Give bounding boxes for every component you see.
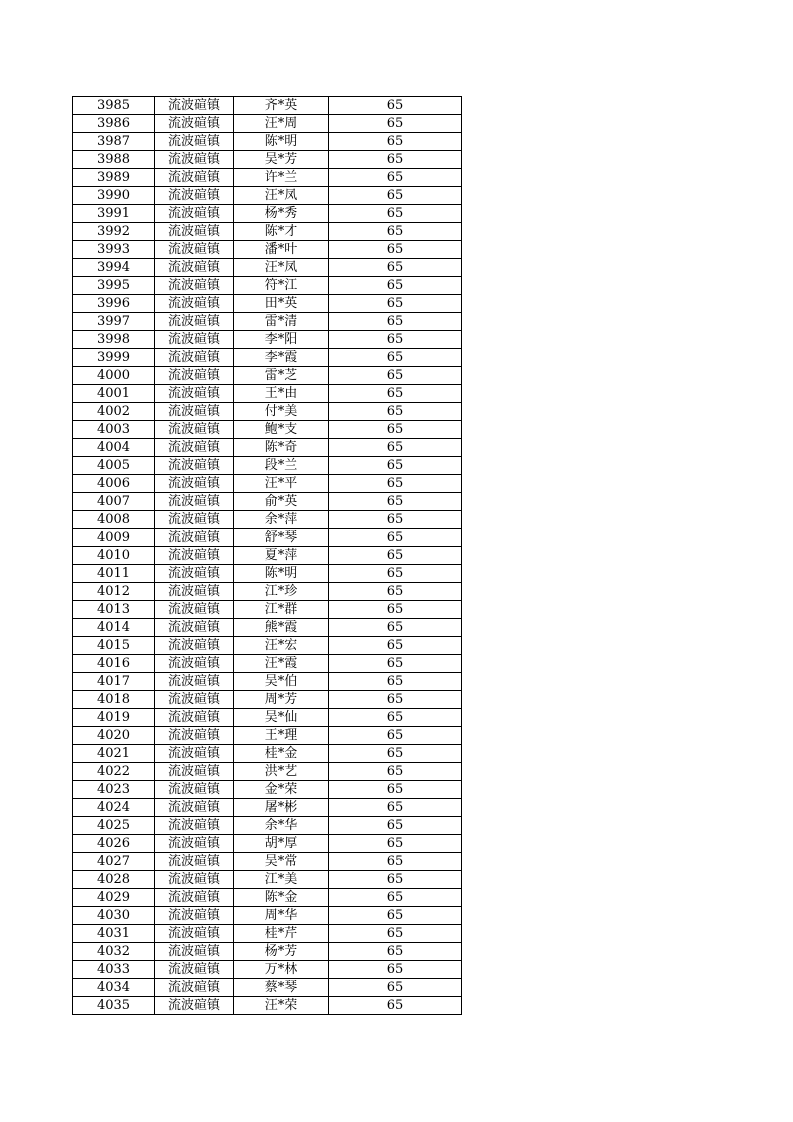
row-number-cell: 4018: [73, 691, 155, 709]
name-cell: 汪*荣: [234, 997, 329, 1015]
town-cell: 流波碹镇: [155, 367, 234, 385]
row-number-cell: 4008: [73, 511, 155, 529]
table-row: [73, 835, 462, 853]
name-cell: 江*美: [234, 871, 329, 889]
row-number-cell: 3987: [73, 133, 155, 151]
table-row: [73, 709, 462, 727]
town-cell: 流波碹镇: [155, 835, 234, 853]
table-row: [73, 529, 462, 547]
amount-cell: 65: [329, 835, 462, 853]
amount-cell: 65: [329, 223, 462, 241]
row-number-cell: 4031: [73, 925, 155, 943]
amount-cell: 65: [329, 619, 462, 637]
name-cell: 田*英: [234, 295, 329, 313]
row-number-cell: 4003: [73, 421, 155, 439]
row-number-cell: 3993: [73, 241, 155, 259]
table-row: [73, 223, 462, 241]
amount-cell: 65: [329, 871, 462, 889]
table-row: [73, 943, 462, 961]
amount-cell: 65: [329, 889, 462, 907]
amount-cell: 65: [329, 169, 462, 187]
town-cell: 流波碹镇: [155, 421, 234, 439]
table-row: [73, 259, 462, 277]
table-row: [73, 493, 462, 511]
town-cell: 流波碹镇: [155, 223, 234, 241]
town-cell: 流波碹镇: [155, 331, 234, 349]
row-number-cell: 4012: [73, 583, 155, 601]
row-number-cell: 4005: [73, 457, 155, 475]
name-cell: 洪*艺: [234, 763, 329, 781]
amount-cell: 65: [329, 151, 462, 169]
name-cell: 王*由: [234, 385, 329, 403]
table-row: [73, 601, 462, 619]
row-number-cell: 4025: [73, 817, 155, 835]
amount-cell: 65: [329, 295, 462, 313]
table-row: [73, 367, 462, 385]
row-number-cell: 4009: [73, 529, 155, 547]
town-cell: 流波碹镇: [155, 205, 234, 223]
table-row: [73, 673, 462, 691]
row-number-cell: 3992: [73, 223, 155, 241]
name-cell: 夏*萍: [234, 547, 329, 565]
amount-cell: 65: [329, 349, 462, 367]
amount-cell: 65: [329, 673, 462, 691]
amount-cell: 65: [329, 133, 462, 151]
town-cell: 流波碹镇: [155, 133, 234, 151]
name-cell: 余*萍: [234, 511, 329, 529]
town-cell: 流波碹镇: [155, 403, 234, 421]
town-cell: 流波碹镇: [155, 853, 234, 871]
town-cell: 流波碹镇: [155, 691, 234, 709]
table-row: [73, 439, 462, 457]
town-cell: 流波碹镇: [155, 799, 234, 817]
name-cell: 余*华: [234, 817, 329, 835]
row-number-cell: 4006: [73, 475, 155, 493]
table-row: [73, 187, 462, 205]
town-cell: 流波碹镇: [155, 637, 234, 655]
table-row: [73, 907, 462, 925]
row-number-cell: 3995: [73, 277, 155, 295]
amount-cell: 65: [329, 547, 462, 565]
amount-cell: 65: [329, 637, 462, 655]
town-cell: 流波碹镇: [155, 925, 234, 943]
amount-cell: 65: [329, 385, 462, 403]
row-number-cell: 4024: [73, 799, 155, 817]
amount-cell: 65: [329, 691, 462, 709]
town-cell: 流波碹镇: [155, 709, 234, 727]
row-number-cell: 4034: [73, 979, 155, 997]
row-number-cell: 4017: [73, 673, 155, 691]
town-cell: 流波碹镇: [155, 619, 234, 637]
table-row: [73, 511, 462, 529]
amount-cell: 65: [329, 511, 462, 529]
table-row: [73, 745, 462, 763]
name-cell: 胡*厚: [234, 835, 329, 853]
amount-cell: 65: [329, 997, 462, 1015]
row-number-cell: 4002: [73, 403, 155, 421]
row-number-cell: 4027: [73, 853, 155, 871]
name-cell: 汪*凤: [234, 259, 329, 277]
row-number-cell: 4022: [73, 763, 155, 781]
amount-cell: 65: [329, 961, 462, 979]
town-cell: 流波碹镇: [155, 115, 234, 133]
name-cell: 陈*金: [234, 889, 329, 907]
name-cell: 舒*琴: [234, 529, 329, 547]
row-number-cell: 3991: [73, 205, 155, 223]
table-row: [73, 457, 462, 475]
amount-cell: 65: [329, 367, 462, 385]
town-cell: 流波碹镇: [155, 907, 234, 925]
table-row: [73, 565, 462, 583]
row-number-cell: 3994: [73, 259, 155, 277]
town-cell: 流波碹镇: [155, 385, 234, 403]
name-cell: 桂*芹: [234, 925, 329, 943]
town-cell: 流波碹镇: [155, 241, 234, 259]
table-row: [73, 151, 462, 169]
row-number-cell: 3986: [73, 115, 155, 133]
row-number-cell: 4019: [73, 709, 155, 727]
table-row: [73, 961, 462, 979]
row-number-cell: 4007: [73, 493, 155, 511]
amount-cell: 65: [329, 313, 462, 331]
amount-cell: 65: [329, 565, 462, 583]
name-cell: 吴*芳: [234, 151, 329, 169]
amount-cell: 65: [329, 241, 462, 259]
row-number-cell: 4033: [73, 961, 155, 979]
table-row: [73, 691, 462, 709]
row-number-cell: 3998: [73, 331, 155, 349]
town-cell: 流波碹镇: [155, 529, 234, 547]
town-cell: 流波碹镇: [155, 493, 234, 511]
town-cell: 流波碹镇: [155, 727, 234, 745]
name-cell: 吴*仙: [234, 709, 329, 727]
amount-cell: 65: [329, 979, 462, 997]
name-cell: 吴*常: [234, 853, 329, 871]
town-cell: 流波碹镇: [155, 781, 234, 799]
amount-cell: 65: [329, 763, 462, 781]
town-cell: 流波碹镇: [155, 979, 234, 997]
row-number-cell: 4010: [73, 547, 155, 565]
town-cell: 流波碹镇: [155, 565, 234, 583]
row-number-cell: 4030: [73, 907, 155, 925]
town-cell: 流波碹镇: [155, 961, 234, 979]
name-cell: 段*兰: [234, 457, 329, 475]
name-cell: 俞*英: [234, 493, 329, 511]
name-cell: 杨*芳: [234, 943, 329, 961]
amount-cell: 65: [329, 331, 462, 349]
name-cell: 江*群: [234, 601, 329, 619]
table-row: [73, 727, 462, 745]
town-cell: 流波碹镇: [155, 583, 234, 601]
table-row: [73, 547, 462, 565]
amount-cell: 65: [329, 655, 462, 673]
table-row: [73, 133, 462, 151]
amount-cell: 65: [329, 205, 462, 223]
amount-cell: 65: [329, 853, 462, 871]
amount-cell: 65: [329, 493, 462, 511]
name-cell: 吴*伯: [234, 673, 329, 691]
town-cell: 流波碹镇: [155, 295, 234, 313]
name-cell: 齐*英: [234, 97, 329, 115]
town-cell: 流波碹镇: [155, 277, 234, 295]
amount-cell: 65: [329, 259, 462, 277]
town-cell: 流波碹镇: [155, 187, 234, 205]
table-row: [73, 475, 462, 493]
table-row: [73, 781, 462, 799]
town-cell: 流波碹镇: [155, 439, 234, 457]
town-cell: 流波碹镇: [155, 943, 234, 961]
amount-cell: 65: [329, 925, 462, 943]
name-cell: 汪*凤: [234, 187, 329, 205]
row-number-cell: 4021: [73, 745, 155, 763]
amount-cell: 65: [329, 907, 462, 925]
row-number-cell: 4004: [73, 439, 155, 457]
name-cell: 周*华: [234, 907, 329, 925]
table-row: [73, 313, 462, 331]
row-number-cell: 3996: [73, 295, 155, 313]
amount-cell: 65: [329, 475, 462, 493]
table-row: [73, 853, 462, 871]
name-cell: 周*芳: [234, 691, 329, 709]
row-number-cell: 4032: [73, 943, 155, 961]
town-cell: 流波碹镇: [155, 889, 234, 907]
name-cell: 屠*彬: [234, 799, 329, 817]
town-cell: 流波碹镇: [155, 151, 234, 169]
amount-cell: 65: [329, 439, 462, 457]
name-cell: 陈*明: [234, 133, 329, 151]
table-row: [73, 655, 462, 673]
amount-cell: 65: [329, 115, 462, 133]
row-number-cell: 3997: [73, 313, 155, 331]
name-cell: 万*林: [234, 961, 329, 979]
amount-cell: 65: [329, 583, 462, 601]
amount-cell: 65: [329, 187, 462, 205]
amount-cell: 65: [329, 97, 462, 115]
amount-cell: 65: [329, 745, 462, 763]
table-row: [73, 583, 462, 601]
name-cell: 汪*宏: [234, 637, 329, 655]
name-cell: 付*美: [234, 403, 329, 421]
table-row: [73, 277, 462, 295]
table-row: [73, 331, 462, 349]
table-row: [73, 295, 462, 313]
town-cell: 流波碹镇: [155, 313, 234, 331]
name-cell: 汪*霞: [234, 655, 329, 673]
amount-cell: 65: [329, 601, 462, 619]
name-cell: 雷*芝: [234, 367, 329, 385]
row-number-cell: 3999: [73, 349, 155, 367]
table-row: [73, 889, 462, 907]
row-number-cell: 3985: [73, 97, 155, 115]
amount-cell: 65: [329, 421, 462, 439]
name-cell: 雷*清: [234, 313, 329, 331]
name-cell: 陈*明: [234, 565, 329, 583]
town-cell: 流波碹镇: [155, 817, 234, 835]
name-cell: 鲍*支: [234, 421, 329, 439]
name-cell: 陈*奇: [234, 439, 329, 457]
table-row: [73, 637, 462, 655]
table-row: [73, 349, 462, 367]
table-row: [73, 115, 462, 133]
table-row: [73, 403, 462, 421]
town-cell: 流波碹镇: [155, 259, 234, 277]
name-cell: 蔡*琴: [234, 979, 329, 997]
row-number-cell: 4029: [73, 889, 155, 907]
row-number-cell: 4000: [73, 367, 155, 385]
town-cell: 流波碹镇: [155, 457, 234, 475]
name-cell: 熊*霞: [234, 619, 329, 637]
table-row: [73, 871, 462, 889]
table-row: [73, 241, 462, 259]
name-cell: 符*江: [234, 277, 329, 295]
town-cell: 流波碹镇: [155, 97, 234, 115]
town-cell: 流波碹镇: [155, 169, 234, 187]
name-cell: 江*珍: [234, 583, 329, 601]
name-cell: 王*理: [234, 727, 329, 745]
town-cell: 流波碹镇: [155, 349, 234, 367]
amount-cell: 65: [329, 709, 462, 727]
name-cell: 金*荣: [234, 781, 329, 799]
name-cell: 汪*周: [234, 115, 329, 133]
table-row: [73, 925, 462, 943]
row-number-cell: 4026: [73, 835, 155, 853]
town-cell: 流波碹镇: [155, 511, 234, 529]
amount-cell: 65: [329, 277, 462, 295]
name-cell: 李*霞: [234, 349, 329, 367]
row-number-cell: 4014: [73, 619, 155, 637]
row-number-cell: 4001: [73, 385, 155, 403]
amount-cell: 65: [329, 403, 462, 421]
table-body: [73, 97, 462, 1015]
town-cell: 流波碹镇: [155, 601, 234, 619]
name-cell: 李*阳: [234, 331, 329, 349]
town-cell: 流波碹镇: [155, 475, 234, 493]
town-cell: 流波碹镇: [155, 997, 234, 1015]
town-cell: 流波碹镇: [155, 871, 234, 889]
row-number-cell: 4035: [73, 997, 155, 1015]
table-row: [73, 385, 462, 403]
amount-cell: 65: [329, 529, 462, 547]
town-cell: 流波碹镇: [155, 547, 234, 565]
table-row: [73, 763, 462, 781]
row-number-cell: 4020: [73, 727, 155, 745]
row-number-cell: 4016: [73, 655, 155, 673]
amount-cell: 65: [329, 817, 462, 835]
amount-cell: 65: [329, 457, 462, 475]
town-cell: 流波碹镇: [155, 655, 234, 673]
table-row: [73, 979, 462, 997]
amount-cell: 65: [329, 943, 462, 961]
amount-cell: 65: [329, 799, 462, 817]
row-number-cell: 4028: [73, 871, 155, 889]
row-number-cell: 3988: [73, 151, 155, 169]
table-row: [73, 799, 462, 817]
table-row: [73, 169, 462, 187]
subsidy-table: [72, 96, 462, 1015]
row-number-cell: 4023: [73, 781, 155, 799]
town-cell: 流波碹镇: [155, 673, 234, 691]
row-number-cell: 3989: [73, 169, 155, 187]
row-number-cell: 3990: [73, 187, 155, 205]
town-cell: 流波碹镇: [155, 763, 234, 781]
name-cell: 杨*秀: [234, 205, 329, 223]
row-number-cell: 4013: [73, 601, 155, 619]
table-row: [73, 817, 462, 835]
name-cell: 汪*平: [234, 475, 329, 493]
row-number-cell: 4011: [73, 565, 155, 583]
name-cell: 桂*金: [234, 745, 329, 763]
name-cell: 陈*才: [234, 223, 329, 241]
row-number-cell: 4015: [73, 637, 155, 655]
table-row: [73, 619, 462, 637]
amount-cell: 65: [329, 727, 462, 745]
table-row: [73, 97, 462, 115]
name-cell: 许*兰: [234, 169, 329, 187]
table-row: [73, 421, 462, 439]
table-row: [73, 997, 462, 1015]
amount-cell: 65: [329, 781, 462, 799]
name-cell: 潘*叶: [234, 241, 329, 259]
table-row: [73, 205, 462, 223]
town-cell: 流波碹镇: [155, 745, 234, 763]
